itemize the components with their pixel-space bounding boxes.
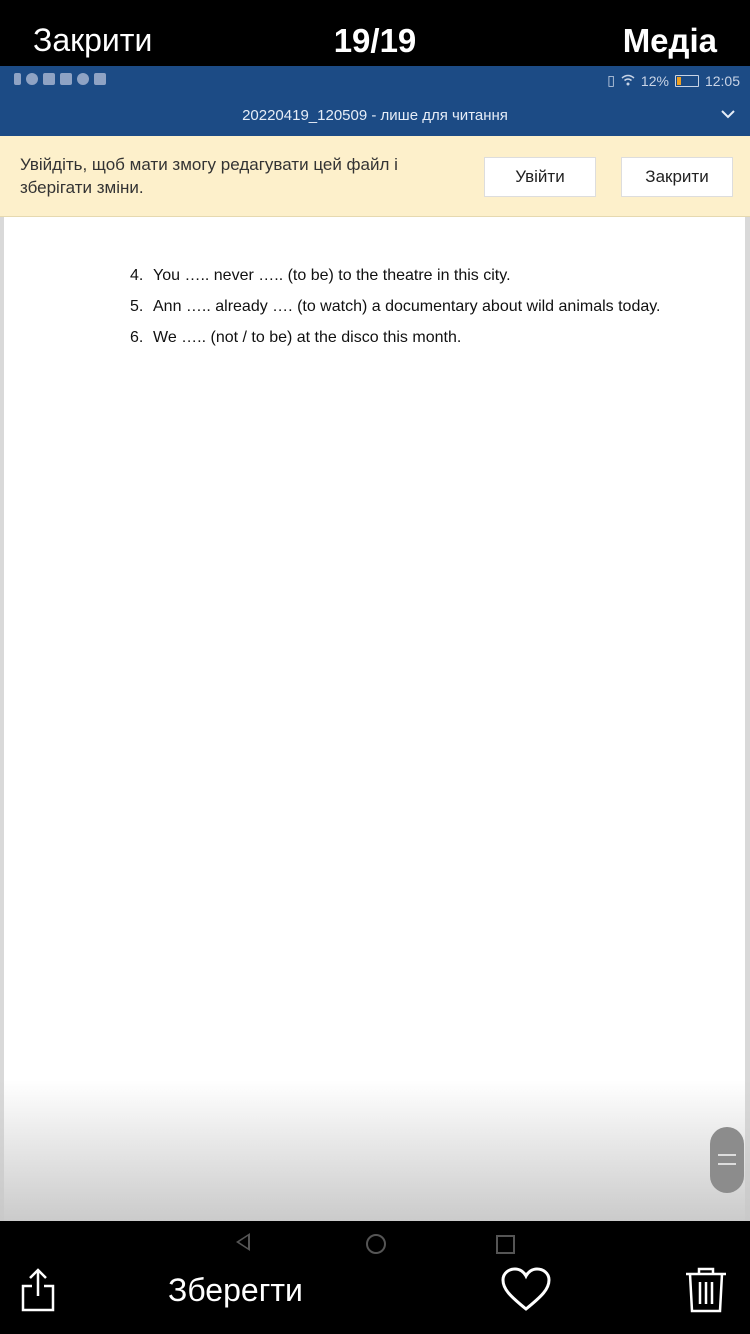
status-right [607,72,740,89]
item-number: 6. [130,329,144,346]
signin-banner [0,136,750,217]
banner-message: Увійдіть, щоб мати змогу редагувати цей файл і зберігати зміни. [20,155,398,197]
calendar-icon [60,73,72,85]
signin-button[interactable]: Увійти [484,157,596,197]
phone-status-bar [0,66,750,96]
item-text: We ….. (not / to be) at the disco this month. [153,329,462,346]
document-title-bar [0,96,750,136]
scrollbar-handle[interactable] [710,1127,744,1193]
save-button[interactable]: Зберегти [168,1272,303,1308]
document-page[interactable] [4,217,745,1221]
whatsapp-icon [77,73,89,85]
share-icon[interactable] [20,1266,56,1319]
image-counter: 19/19 [333,22,417,59]
heart-icon[interactable] [500,1266,552,1319]
plus-icon [94,73,106,85]
chevron-down-icon[interactable] [720,103,736,129]
close-viewer-button[interactable]: Закрити [33,22,153,58]
item-number: 4. [130,267,144,284]
item-text: Ann ….. already …. (to watch) a documentary about wild animals today. [153,298,661,315]
banner-close-button[interactable]: Закрити [621,157,733,197]
vibrate-icon: ▯ [607,72,615,88]
battery-percent: 12% [640,72,669,89]
list-item [130,327,690,348]
exercise-list [130,265,690,358]
document-title: 20220419_120509 - лише для читання [242,107,508,124]
recent-apps-icon[interactable] [496,1235,515,1254]
item-text: You ….. never ….. (to be) to the theatre in this city. [153,267,511,284]
wifi-icon [621,73,635,89]
bottom-fade [0,1080,750,1221]
cloud-icon [26,73,38,85]
notification-icon [14,73,21,85]
trash-icon[interactable] [684,1266,728,1319]
youtube-icon [43,73,55,85]
clock: 12:05 [704,72,740,89]
home-icon[interactable] [366,1234,386,1254]
viewer-top-bar [0,0,750,66]
list-item [130,265,690,286]
back-icon[interactable] [236,1233,250,1251]
item-number: 5. [130,298,144,315]
system-nav-bar [0,1221,750,1266]
media-button[interactable]: Медіа [622,22,717,59]
list-item [130,296,690,317]
notification-icons [14,73,106,85]
viewer-bottom-bar [0,1266,750,1334]
battery-icon [675,75,699,87]
